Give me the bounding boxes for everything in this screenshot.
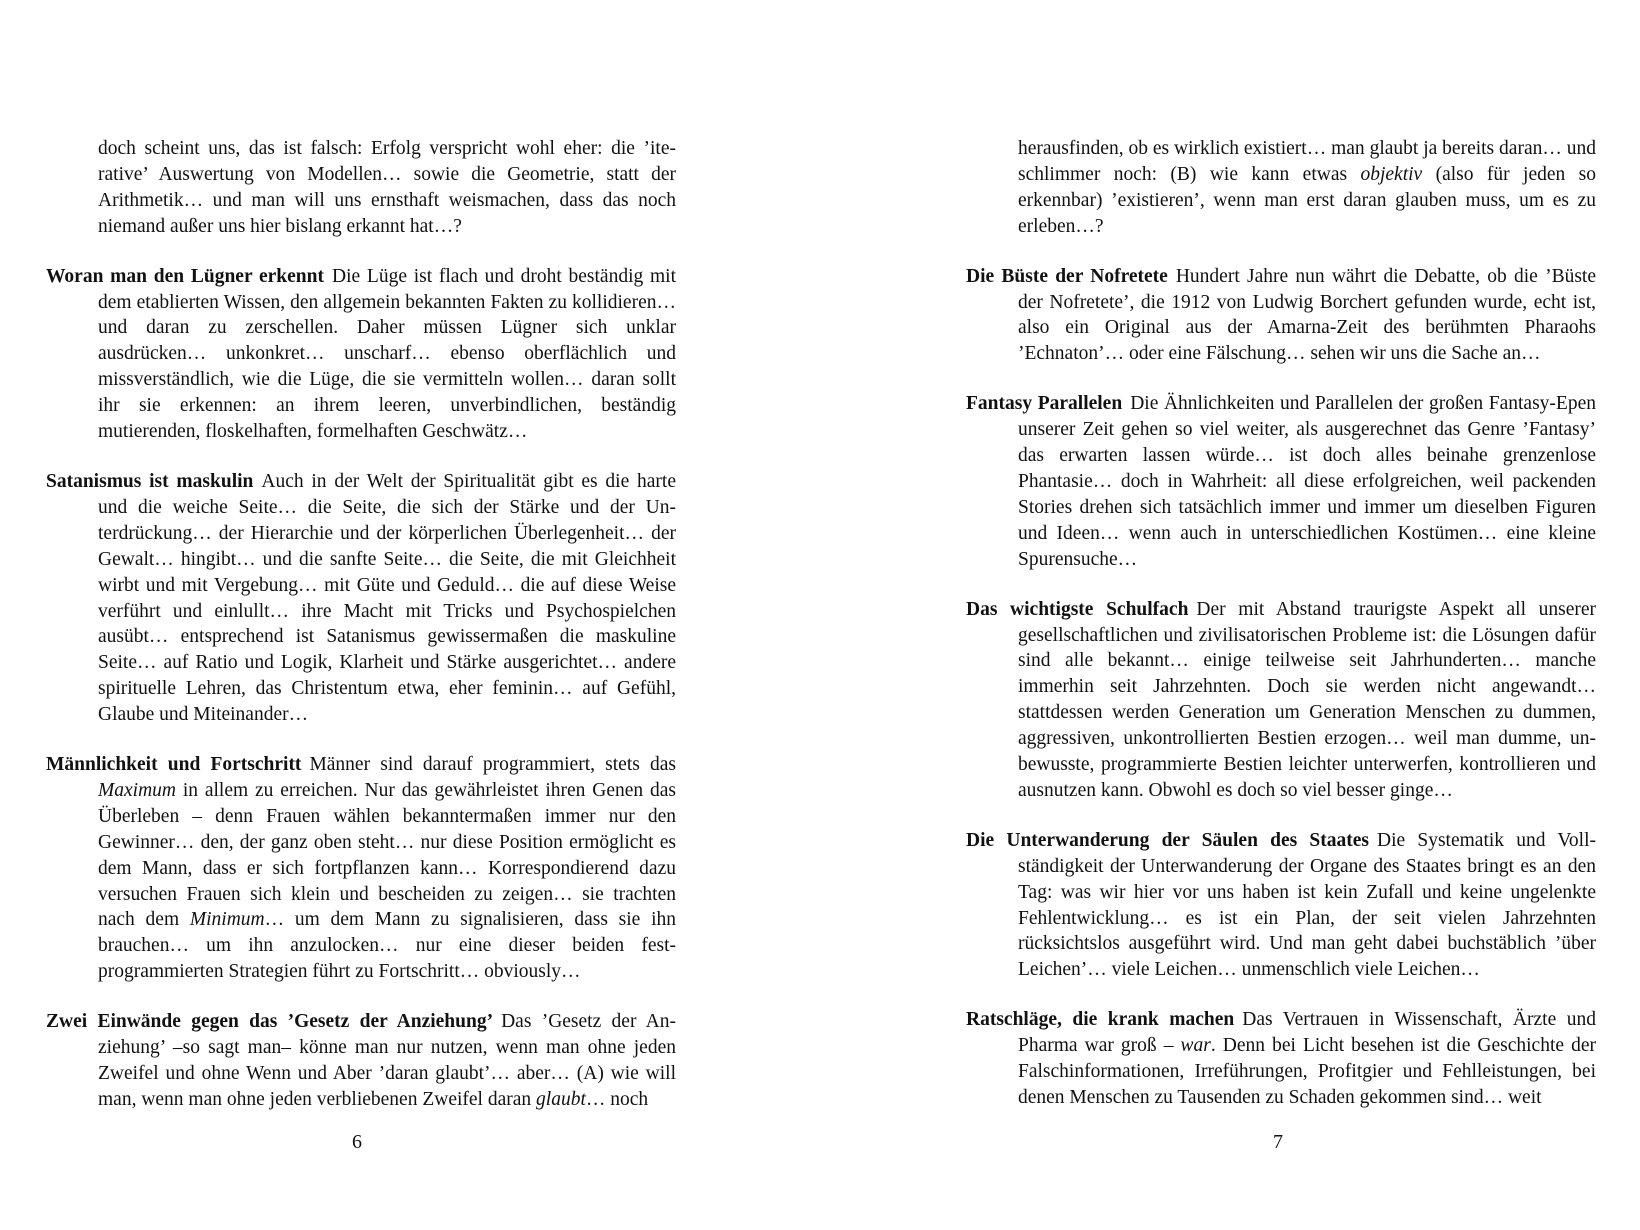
page-number-left: 6 (352, 1131, 362, 1153)
entry-title: Fantasy Parallelen (966, 393, 1123, 415)
entry-title: Die Unterwanderung der Säulen des Staates (966, 829, 1370, 851)
entry-ratschlaege-die-krank-machen (966, 1007, 1596, 1111)
entry-emphasis: Maximum (98, 779, 176, 801)
entry-title: Zwei Einwände gegen das ’Gesetz der Anziehung’ (46, 1011, 494, 1033)
entry-emphasis: glaubt (536, 1088, 586, 1110)
entry-body: Auch in der Welt der Spiritualität gibt es die harte und die weiche Seite… die Seite, die sich der Stärke und der Unterdrückung… der Hierarchie und der körperlichen Überlegenheit… der Gewalt… hingibt… und die sanfte Seite… die Seite, die mit Gleichheit wirbt und mit Vergebung… mit Güte und Geduld… die auf diese Weise verführt und einlullt… ihre Macht mit Tricks und Psychospielchen ausübt… entsprechend ist Satanismus gewissermaßen die maskuline Seite… auf Ratio und Logik, Klarheit und Stärke ausgerichtet… andere spirituelle Lehren, das Christentum etwa, eher feminin… auf Gefühl, Glaube und Miteinander… (98, 470, 676, 726)
entry-title: Ratschläge, die krank machen (966, 1009, 1235, 1031)
entry-body-part-a: Männer sind darauf programmiert, stets das (309, 754, 676, 776)
entry-emphasis: Minimum (189, 909, 265, 931)
entry-fantasy-parallelen (966, 391, 1596, 572)
entry-emphasis: war (1180, 1035, 1211, 1057)
entry-title: Das wichtigste Schulfach (966, 598, 1189, 620)
entry-zwei-einwaende (46, 1009, 676, 1113)
entry-title: Woran man den Lügner erkennt (46, 265, 324, 287)
entry-body: Die Lüge ist flach und droht beständig mit dem etablierten Wissen, den allgemein bekannten Fakten zu kollidieren… und daran zu zerschellen. Daher müssen Lügner sich unklar ausdrücken… unkonkret… unscharf… ebenso oberflächlich und missverständlich, wie die Lüge, die sie vermitteln wollen… daran sollt ihr sie erkennen: an ihrem leeren, unverbindlichen, beständig mutierenden, floskelhaften, formelhaften Geschwätz… (98, 265, 676, 443)
left-page (46, 136, 676, 1137)
left-page-intro: doch scheint uns, das ist falsch: Erfolg verspricht wohl eher: die ’iterative’ Auswertung von Modellen… sowie die Geometrie, statt der Arithmetik… und man will uns ernsthaft weismachen, dass das noch niemand außer uns hier bislang erkannt hat…? (98, 138, 676, 237)
entry-satanismus-ist-maskulin (46, 469, 676, 728)
page-number-right: 7 (1273, 1131, 1283, 1153)
intro-part-b: (also für jeden so erkennbar) ’existieren’, wenn man erst daran glauben muss, um es zu erleben…? (1018, 163, 1596, 237)
entry-das-wichtigste-schulfach (966, 597, 1596, 804)
entry-body: Hundert Jahre nun währt die Debatte, ob die ’Büste der Nofretete’, die 1912 von Ludwig Borchert gefunden wurde, echt ist, also ein Original aus der Amarna-Zeit des berühmten Pharaohs ’Echnaton’… oder eine Fälschung… sehen wir uns die Sache an… (1018, 265, 1596, 365)
entry-body: Die Ähnlichkeiten und Parallelen der großen Fantasy-Epen unserer Zeit gehen so viel weiter, als ausgerechnet das Genre ’Fantasy’ das erwarten lassen würde… ist doch alles beinahe grenzenlose Phantasie… doch in Wahrheit: all diese erfolgreichen, weil packenden Stories drehen sich tatsächlich immer und immer um dieselben Figuren und Ideen… wenn auch in unterschiedlichen Kostümen… eine kleine Spurensuche… (1018, 393, 1596, 570)
intro-emphasis: objektiv (1360, 163, 1423, 185)
entry-title: Die Büste der Nofretete (966, 265, 1168, 287)
right-page-intro (1018, 136, 1596, 240)
entry-body: Der mit Abstand traurigste Aspekt all unserer gesellschaftlichen und zivilisatorischen Probleme ist: die Lösungen dafür sind alle bekannt… einige teilweise seit Jahrhunderten… manche immerhin seit Jahrzehnten. Doch sie werden nicht angewandt… stattdessen werden Generation um Generation Menschen zu dummen, aggressiven, unkontrollierten Bestien erzogen… weil man dumme, unbewusste, programmierte Bestien leichter unterwerfen, kontrollieren und ausnutzen kann. Obwohl es doch so viel besser ginge… (1018, 598, 1596, 801)
entry-body-part-b: in allem zu erreichen. Nur das gewährleistet ihren Genen das Überleben – denn Frauen wählen bekanntermaßen immer nur den Gewinner… den, der ganz oben steht… nur diese Position ermöglicht es dem Mann, dass er sich fortpflanzen kann… Korrespondierend dazu versuchen Frauen sich klein und bescheiden zu zeigen… sie trachten nach dem (98, 779, 676, 931)
intro-part-a: herausfinden, ob es wirklich existiert… man glaubt ja bereits daran… und schlimmer noch: (B) wie kann etwas (1018, 138, 1596, 185)
entry-title: Männlichkeit und Fortschritt (46, 754, 302, 776)
entry-body-part-b: . Denn bei Licht besehen ist die Geschichte der Falschinformationen, Irreführungen, Profitgier und Fehlleistungen, bei denen Menschen zu Tausenden zu Schaden gekommen sind… weit (1018, 1035, 1596, 1108)
entry-title: Satanismus ist maskulin (46, 470, 254, 492)
entry-body: Die Systematik und Vollständigkeit der Unterwanderung der Organe des Staates bringt es an den Tag: was wir hier vor uns haben ist kein Zufall und keine ungelenkte Fehlentwicklung… es ist ein Plan, der seit vielen Jahrzehnten rücksichtslos ausgeführt wird. Und man geht dabei buchstäblich ’über Leichen’… viele Leichen… unmenschlich viele Leichen… (1018, 829, 1597, 981)
entry-body-part-a: Das ’Gesetz der Anziehung’ –so sagt man– könne man nur nutzen, wenn man ohne jeden Zweifel und ohne Wenn und Aber ’daran glaubt’… aber… (A) wie will man, wenn man ohne jeden verbliebenen Zweifel daran (98, 1011, 676, 1110)
entry-body-part-b: … noch (585, 1088, 649, 1110)
entry-woran-man-den-luegner-erkennt (46, 264, 676, 445)
entry-die-unterwanderung (966, 828, 1597, 983)
right-page (966, 136, 1596, 1135)
entry-body-part-a: Das Vertrauen in Wissenschaft, Ärzte und Pharma war groß – (1018, 1009, 1596, 1057)
entry-body-part-c: … um dem Mann zu signalisieren, dass sie ihn brauchen… um ihn anzulocken… nur eine dieser beiden festprogrammierten Strategien führt zu Fortschritt… obviously… (98, 909, 676, 983)
entry-maennlichkeit-und-fortschritt (46, 752, 676, 985)
entry-die-bueste-der-nofretete (966, 264, 1596, 368)
